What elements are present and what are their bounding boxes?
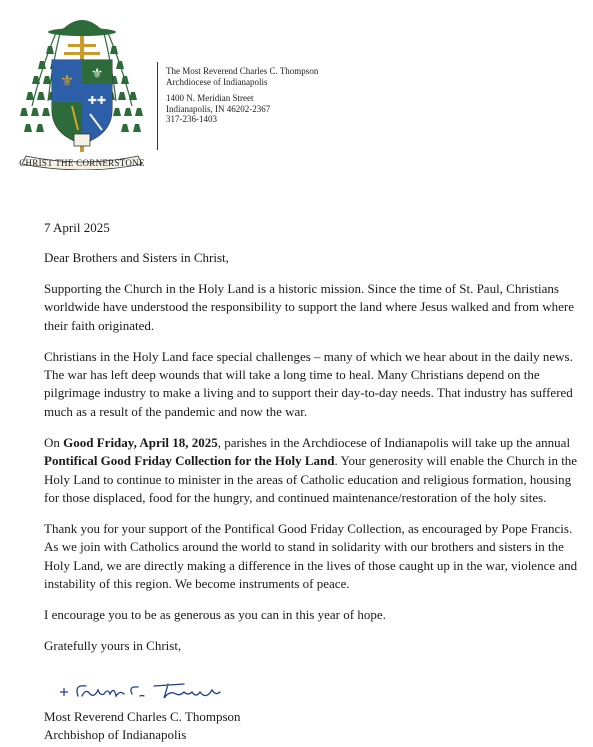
letter-date: 7 April 2025 <box>44 220 110 235</box>
paragraph-1: Supporting the Church in the Holy Land is a historic mission. Since the time of St. Paul, Christians worldwide have understood the responsibility to support the land where Jesus walked and from where their faith originated. <box>44 280 574 333</box>
letterhead-divider <box>157 62 158 150</box>
letterhead-street: 1400 N. Meridian Street <box>166 93 254 104</box>
motto-text: CHRIST THE CORNERSTONE <box>19 158 145 168</box>
svg-text:✚✚: ✚✚ <box>87 94 107 107</box>
good-friday-date: Good Friday, April 18, 2025 <box>63 434 218 450</box>
collection-name: Pontifical Good Friday Collection for the Holy Land <box>44 453 335 469</box>
paragraph-2: Christians in the Holy Land face special challenges – many of which we hear about in the daily news. The war has left deep wounds that will take a long time to heal. Many Christians depend on the pilgrimage industry to make a living and to support their day-to-day needs. That industry has suffered much as a result of the pandemic and now the war. <box>44 348 573 419</box>
letterhead-title: Archdiocese of Indianapolis <box>166 76 268 87</box>
paragraph-5: I encourage you to be as generous as you can in this year of hope. <box>44 607 386 623</box>
letter-closing: Gratefully yours in Christ, <box>44 638 182 654</box>
letter-salutation: Dear Brothers and Sisters in Christ, <box>44 250 229 266</box>
letterhead-phone: 317-236-1403 <box>166 114 217 125</box>
signer-title: Archbishop of Indianapolis <box>44 727 187 743</box>
paragraph-4: Thank you for your support of the Pontifical Good Friday Collection, as encouraged by Pope Francis. As we join with Catholics around the world to stand in solidarity with our brothers and sisters in the Holy Land, we are directly making a difference in the lives of those caught up in the war, violence and instability of this region. We become instruments of peace. <box>44 521 578 592</box>
svg-text:⚜: ⚜ <box>90 66 104 82</box>
letterhead <box>166 66 318 125</box>
svg-text:⚜: ⚜ <box>59 71 75 90</box>
paragraph-3: On Good Friday, April 18, 2025, parishes in the Archdiocese of Indianapolis will take up the annual Pontifical Good Friday Collection for the Holy Land. Your generosity will enable the Church in the Holy Land to continue to minister in the areas of Catholic education and religious formation, housing for those displaced, food for the hungry, and continued maintenance/restoration of the holy sites. <box>44 434 578 506</box>
letterhead-name: The Most Reverend Charles C. Thompson <box>166 66 319 76</box>
signature-image <box>56 678 226 706</box>
signer-name: Most Reverend Charles C. Thompson <box>44 709 241 724</box>
coat-of-arms-icon <box>12 6 152 170</box>
signature-block <box>44 708 241 745</box>
letterhead-city: Indianapolis, IN 46202-2367 <box>166 103 271 114</box>
letter-body <box>44 219 580 662</box>
